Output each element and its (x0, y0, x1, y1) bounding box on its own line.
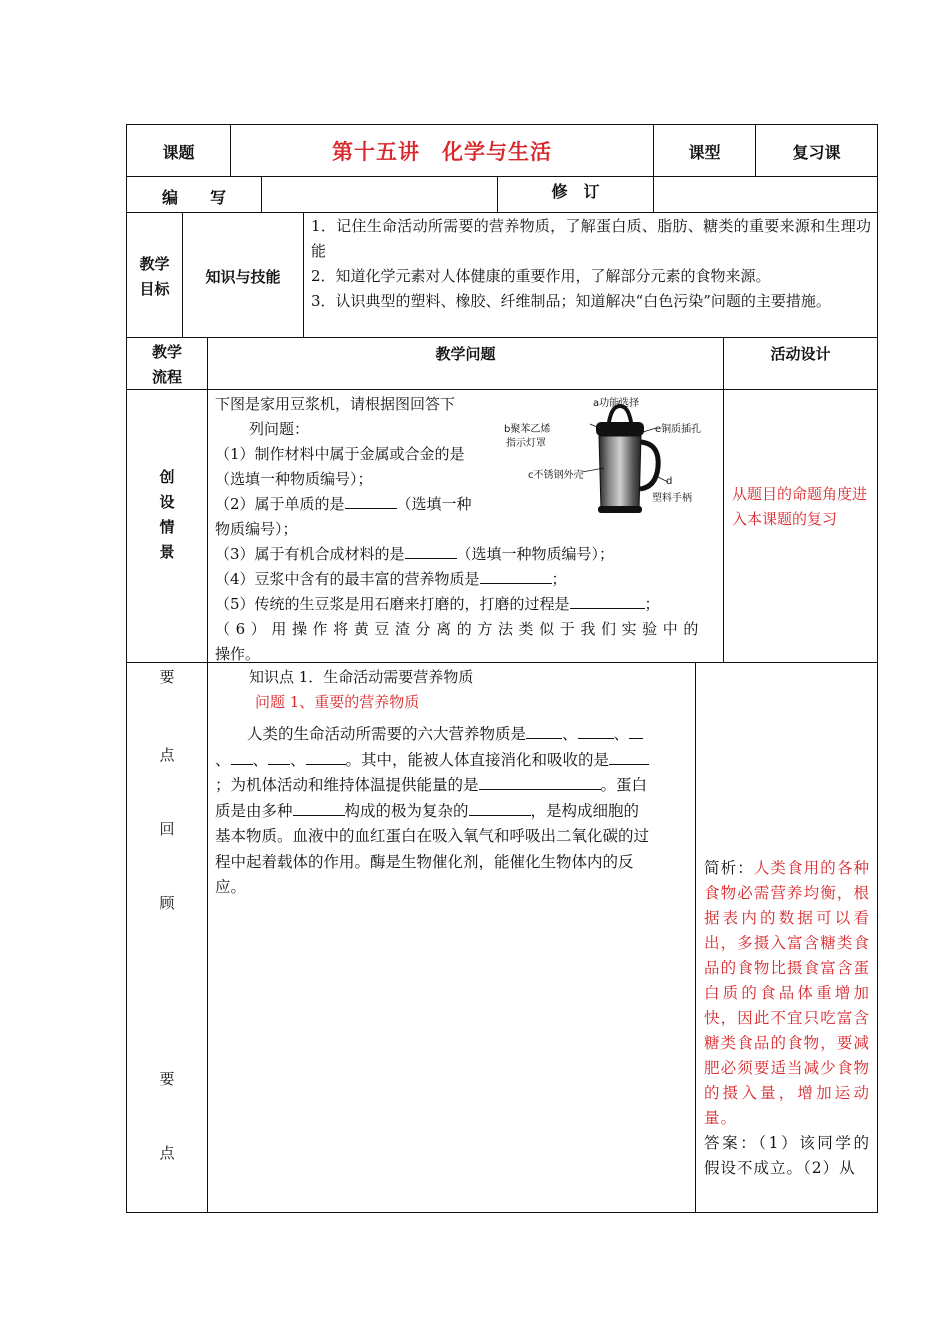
objective-item: 2．知道化学元素对人体健康的重要作用，了解部分元素的食物来源。 (311, 267, 771, 285)
objectives-label: 教学 目标 (139, 255, 170, 298)
objective-item: 1．记住生命活动所需要的营养物质，了解蛋白质、脂肪、糖类的重要来源和生理功能 (311, 217, 871, 260)
write-label: 编 写 (161, 188, 226, 207)
type-value: 复习课 (792, 143, 841, 162)
analysis-note (704, 856, 870, 1181)
answer-text: （1）该同学的假设不成立。（2）从 (704, 1134, 870, 1177)
figure-label-e: e铜质插孔 (655, 424, 702, 435)
figure-label-a: a功能选择 (593, 398, 640, 409)
type-label: 课型 (688, 143, 721, 162)
objective-item: 3．认识典型的塑料、橡胶、纤维制品；知道解决“白色污染”问题的主要措施。 (311, 292, 831, 310)
page-title: 第十五讲 化学与生活 (332, 139, 552, 164)
knowledge-point: 知识点 1．生命活动需要营养物质 (249, 668, 474, 686)
objectives-list (311, 214, 871, 314)
figure-label-d2: 塑料手柄 (652, 493, 692, 504)
scenario-questions: 下图是家用豆浆机，请根据图回答下 列问题： （1）制作材料中属于金属或合金的是 （选填一种物质编号）； （2）属于单质的是 （选填一种 物质编号）； （3）属于有机合成材料的是 （选填一种物质编号）； （4）豆浆中含有的最丰富的营养物质是 ； （5）传统的生豆浆是用石磨来打磨的，打磨的过程是 ； （6）用操作将黄豆渣分离的方法类似于我们实验中的 操作。 (215, 395, 704, 663)
analysis-text: 人类食用的各种食物必需营养均衡，根据表内的数据可以看出，多摄入富含糖类食品的食物比摄食富含蛋白质的食品体重增加快，因此不宜只吃富含糖类食品的食物，要减肥必须要适当减少食物的摄入量，增加运动量。 (704, 859, 870, 1127)
scenario-side-label: 创 设 情 景 (159, 468, 175, 561)
problems-header: 教学问题 (435, 345, 496, 363)
soymilk-machine-figure (500, 392, 715, 518)
review-body: 人类的生命活动所需要的六大营养物质是 、 、 、 、 、 。其中，能被人体直接消化和吸收的是 ；为机体活动和维持体温提供能量的是 。蛋白 质是由多种 构成的极为复杂的 ，是构成细胞的 基本物质。血液中的血红蛋白在吸入氧气和呼吸出二氧化碳的过 程中起着载体的作用。酶是生物催化剂，能催化生物体内的反 应。 (215, 725, 650, 896)
revise-label: 修 订 (551, 182, 600, 201)
analysis-label: 简析： (704, 859, 754, 877)
problem-title: 问题 1、重要的营养物质 (255, 693, 420, 711)
flow-label: 教学 流程 (151, 343, 182, 386)
figure-label-c: c不锈钢外壳 (528, 470, 584, 481)
answer-label: 答案： (704, 1134, 759, 1152)
scenario-activity: 从题目的命题角度进入本课题的复习 (732, 485, 868, 528)
figure-label-d1: d (666, 476, 673, 487)
figure-label-b1: b聚苯乙烯 (504, 424, 551, 435)
activity-header: 活动设计 (770, 345, 831, 363)
objectives-sub-label: 知识与技能 (205, 268, 281, 286)
figure-label-b2: 指示灯罩 (506, 438, 546, 449)
topic-label: 课题 (162, 143, 195, 162)
